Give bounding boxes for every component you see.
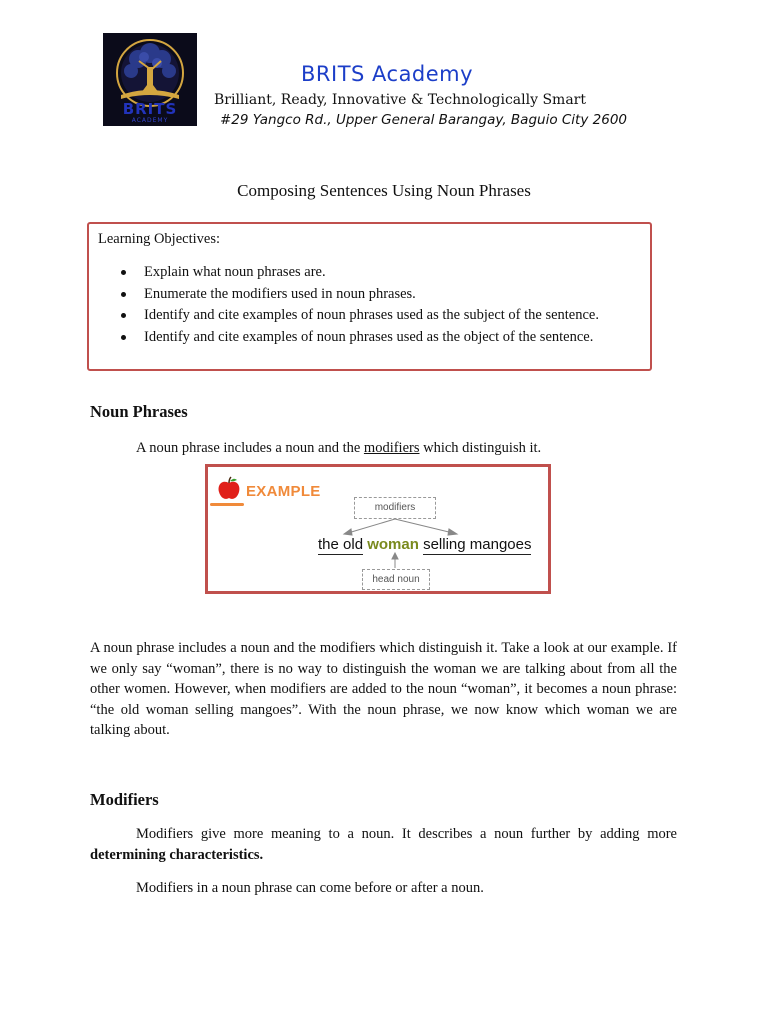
objective-item: Explain what noun phrases are. bbox=[119, 262, 599, 284]
objectives-list bbox=[119, 262, 599, 348]
objective-item: Enumerate the modifiers used in noun phrases. bbox=[119, 284, 599, 306]
objectives-label: Learning Objectives: bbox=[98, 231, 220, 247]
example-label: EXAMPLE bbox=[246, 483, 321, 500]
school-logo bbox=[103, 33, 197, 126]
noun-phrases-heading: Noun Phrases bbox=[90, 402, 188, 421]
example-phrase bbox=[318, 536, 531, 553]
intro-text-before: A noun phrase includes a noun and the bbox=[136, 440, 364, 456]
modifiers-heading: Modifiers bbox=[90, 790, 159, 809]
school-address: #29 Yangco Rd., Upper General Barangay, Baguio City 2600 bbox=[220, 112, 627, 128]
learning-objectives-box bbox=[87, 222, 652, 371]
school-name: BRITS Academy bbox=[301, 62, 474, 86]
modifiers-tag: modifiers bbox=[354, 497, 436, 519]
modifiers-paragraph-2: Modifiers in a noun phrase can come before or after a noun. bbox=[136, 880, 484, 896]
phrase-postmodifier: selling mangoes bbox=[423, 536, 532, 553]
objective-item: Identify and cite examples of noun phrases used as the subject of the sentence. bbox=[119, 305, 599, 327]
modifiers-para1-bold: determining characteristics. bbox=[90, 846, 264, 863]
document-title: Composing Sentences Using Noun Phrases bbox=[237, 181, 531, 200]
modifiers-paragraph-1 bbox=[90, 824, 677, 865]
logo-subtext: ACADEMY bbox=[131, 117, 169, 124]
noun-phrase-explanation: A noun phrase includes a noun and the modifiers which distinguish it. Take a look at our example. If we only say “woman”, there is no way to distinguish the woman we are talking about from all the other women. However, when modifiers are added to the noun “woman”, it becomes a noun phrase: “the old woman selling mangoes”. With the noun phrase, we now know which woman we are talking about. bbox=[90, 640, 677, 738]
modifiers-para1-text: Modifiers give more meaning to a noun. It describes a noun further by adding more bbox=[136, 826, 677, 842]
phrase-premodifier: the old bbox=[318, 536, 364, 553]
logo-text: BRITS bbox=[122, 100, 178, 118]
school-tagline: Brilliant, Ready, Innovative & Technologically Smart bbox=[214, 92, 586, 108]
intro-text-after: which distinguish it. bbox=[419, 440, 542, 456]
modifiers-term: modifiers bbox=[363, 440, 420, 456]
head-noun-tag: head noun bbox=[362, 569, 430, 590]
objective-item: Identify and cite examples of noun phrases used as the object of the sentence. bbox=[119, 327, 599, 349]
phrase-head-noun: woman bbox=[367, 536, 419, 553]
example-figure bbox=[205, 464, 551, 594]
noun-phrase-intro bbox=[136, 438, 541, 459]
